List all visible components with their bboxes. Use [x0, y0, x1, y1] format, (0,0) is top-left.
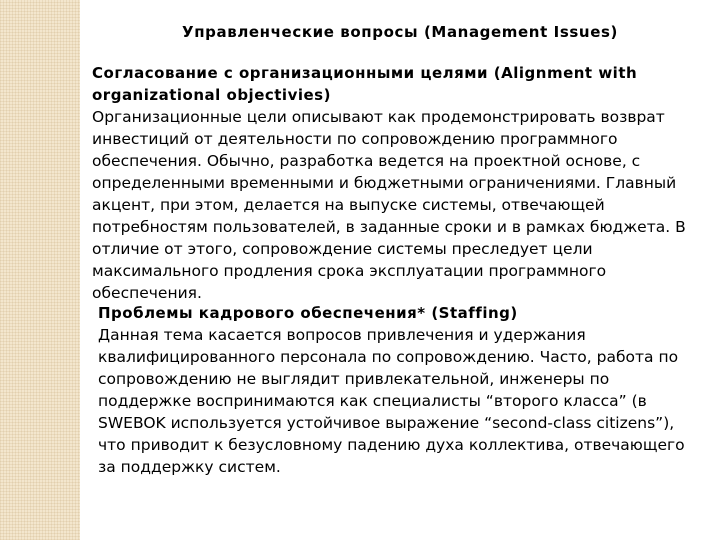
section-body-alignment: Организационные цели описывают как продемонстрировать возврат инвестиций от деятельности по сопровождению программного обеспечения. Обычно, разработка ведется на проектной основе, с определенными временными и бюджетными ограничениями. Главный акцент, при этом, делается на выпуске системы, отвечающей потребностям пользователей, в заданные сроки и в рамках бюджета. В отличие от этого, сопровождение системы преследует цели максимального продления срока эксплуатации программного обеспечения.: [92, 108, 686, 302]
section-heading-alignment: Согласование с организационными целями (Alignment with organizational objectivies): [92, 64, 638, 104]
decorative-side-stripe: [0, 0, 80, 540]
section-heading-staffing: Проблемы кадрового обеспечения* (Staffing): [98, 304, 518, 322]
slide-title: Управленческие вопросы (Management Issues): [182, 23, 618, 41]
section-alignment: [92, 62, 704, 304]
section-staffing: [98, 302, 704, 478]
section-body-staffing: Данная тема касается вопросов привлечения и удержания квалифицированного персонала по сопровождению. Часто, работа по сопровождению не выглядит привлекательной, инженеры по поддержке воспринимаются как специалисты “второго класса” (в SWEBOK используется устойчивое выражение “second-class citizens”), что приводит к безусловному падению духа коллектива, отвечающего за поддержку систем.: [98, 326, 685, 476]
